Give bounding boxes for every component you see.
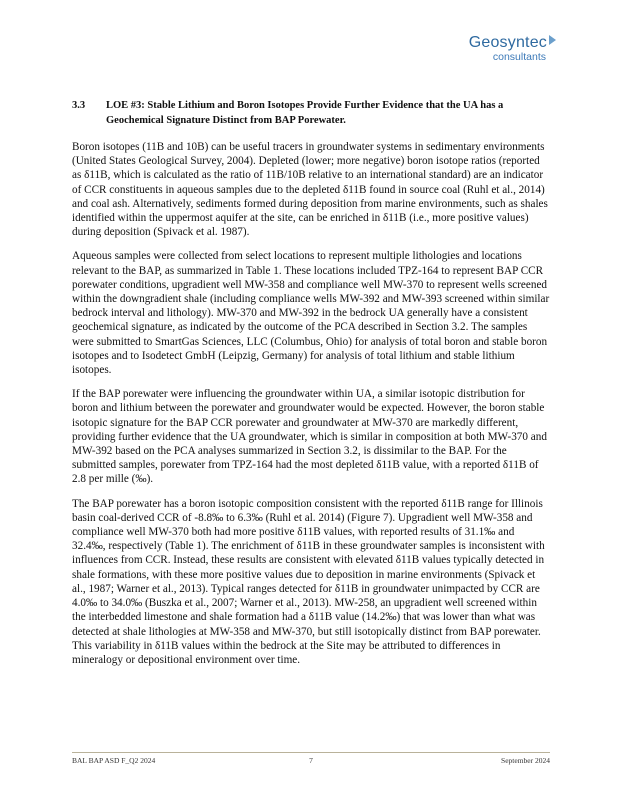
section-number: 3.3 <box>72 100 86 111</box>
logo-subtitle: consultants <box>492 51 546 63</box>
body-text <box>72 140 550 677</box>
logo-triangle-icon <box>549 35 556 45</box>
footer-divider <box>72 752 550 753</box>
paragraph-bap-influence: If the BAP porewater were influencing the groundwater within UA, a similar isotopic distribution for boron and lithium between the porewater and groundwater would be expected. However, the boron stable isotopic signature for the BAP CCR porewater and groundwater at MW-370 are markedly different, providing further evidence that the UA groundwater, which is similar in composition at both MW-370 and MW-392 based on the PCA analyses summarized in Section 3.2, is dissimilar to the BAP. For the submitted samples, porewater from TPZ-164 had the most depleted δ11B value, with a reported δ11B of 2.8 per mille (‰). <box>72 388 547 486</box>
geosyntec-logo <box>469 34 556 63</box>
paragraph-boron-isotopes: Boron isotopes (11B and 10B) can be useful tracers in groundwater systems in sedimentary environments (United States Geological Survey, 2004). Depleted (lower; more negative) boron isotope ratios (reported as δ11B, which is calculated as the ratio of 11B/10B relative to an international standard) are an indicator of CCR constituents in aqueous samples due to the depleted δ11B found in source coal (Ruhl et al., 2014) and coal ash. Alternatively, sediments formed during deposition from marine environments, such as shales identified within the uppermost aquifer at the site, can be enriched in δ11B (i.e., more positive values) during deposition (Spivack et al. 1987). <box>72 141 548 239</box>
paragraph-aqueous-samples: Aqueous samples were collected from select locations to represent multiple lithologies and locations relevant to the BAP, as summarized in Table 1. These locations included TPZ-164 to represent BAP CCR porewater conditions, upgradient well MW-358 and compliance well MW-370 to represent wells screened within the downgradient shale (including compliance wells MW-392 and MW-393 screened within similar bedrock interval and lithology). MW-370 and MW-392 in the bedrock UA generally have a consistent geochemical signature, as indicated by the outcome of the PCA described in Section 3.2. The samples were submitted to SmartGas Sciences, LLC (Columbus, Ohio) for analysis of total boron and stable boron isotopes and to Isodetect GmbH (Leipzig, Germany) for analysis of total lithium and stable lithium isotopes. <box>72 250 550 377</box>
logo-name: Geosyntec <box>468 34 547 51</box>
paragraph-isotopic-composition: The BAP porewater has a boron isotopic composition consistent with the reported δ11B range for Illinois basin coal-derived CCR of -8.8‰ to 6.3‰ (Ruhl et al. 2014) (Figure 7). Upgradient well MW-358 and compliance well MW-370 both had more positive δ11B values, with reported results of 31.1‰ and 32.4‰, respectively (Table 1). The enrichment of δ11B in these groundwater samples is inconsistent with influences from CCR. Instead, these results are consistent with elevated δ11B values typically detected in shale formations, with these more positive values due to deposition in marine environments (Spivack et al., 1987; Warner et al., 2013). Typical ranges detected for δ11B in groundwater unimpacted by CCR are 4.0‰ to 34.0‰ (Buszka et al., 2007; Warner et al., 2013). MW-258, an upgradient well screened within the interbedded limestone and shale formation had a δ11B value (14.2‰) that was lower than what was detected at shale lithologies at MW-358 and MW-370, but still isotopically distinct from BAP porewater. This variability in δ11B values within the bedrock at the Site may be attributed to differences in mineralogy or depositional environment over time. <box>72 497 545 666</box>
footer-date: September 2024 <box>501 756 550 765</box>
section-heading <box>72 98 552 128</box>
footer-document-id: BAL BAP ASD F_Q2 2024 <box>72 756 156 765</box>
footer-page-number: 7 <box>309 756 313 765</box>
section-title: LOE #3: Stable Lithium and Boron Isotopes Provide Further Evidence that the UA has a Geochemical Signature Distinct from BAP Porewater. <box>106 100 504 126</box>
